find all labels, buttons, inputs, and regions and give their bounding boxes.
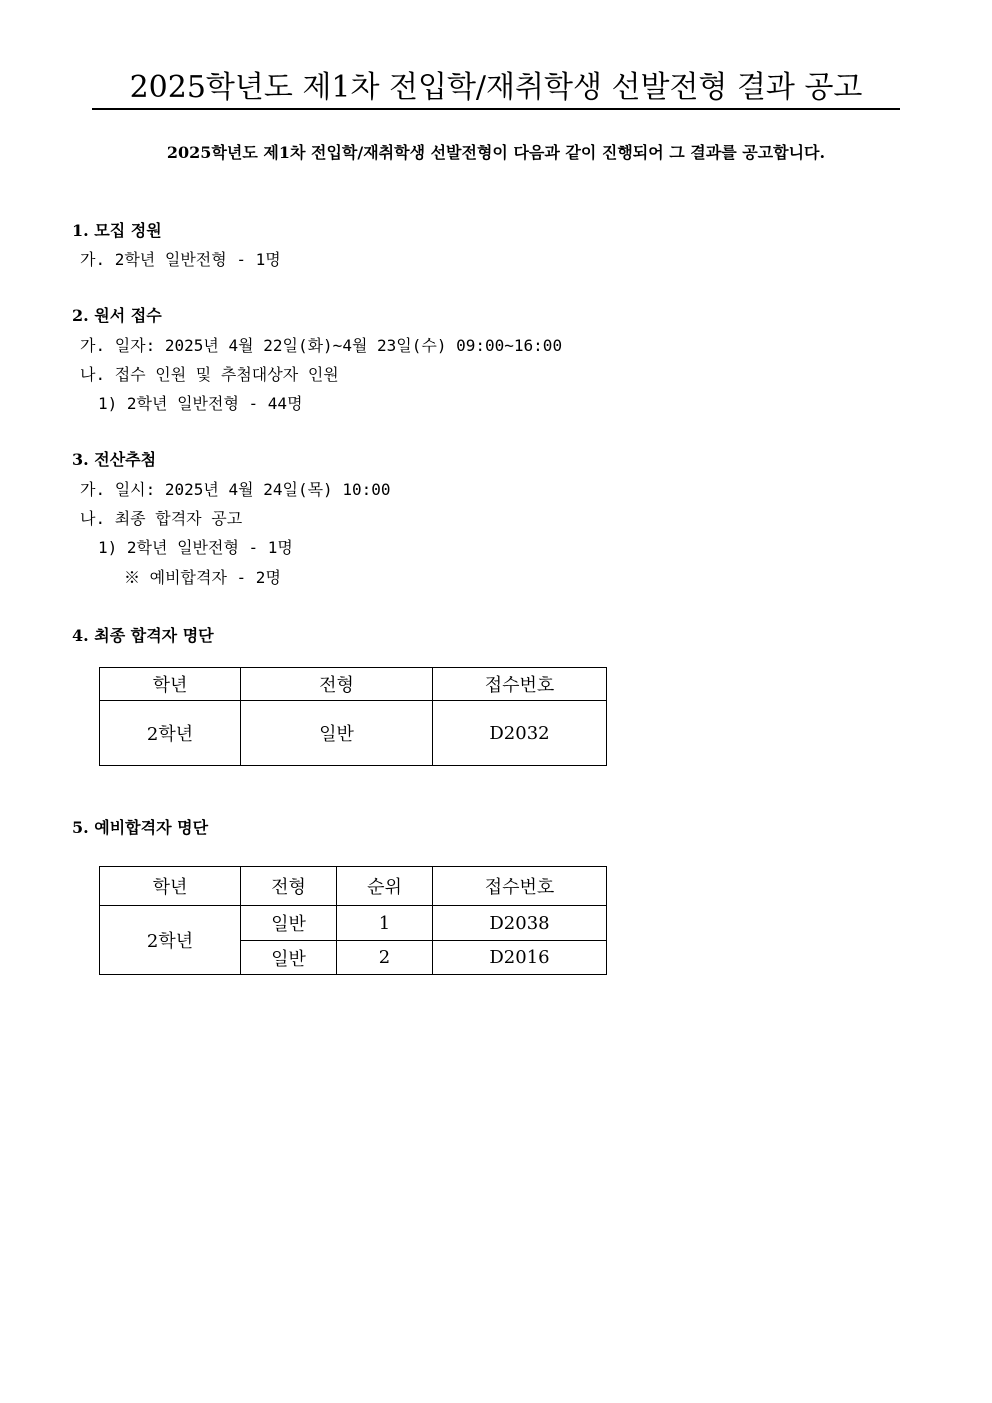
intro-text: 2025학년도 제1차 전입학/재취학생 선발전형이 다음과 같이 진행되어 그 결과를 공고합니다. [166, 143, 826, 162]
table-header-cell: 학년 [100, 668, 241, 701]
section3-item-ga: 가. 일시: 2025년 4월 24일(목) 10:00 [80, 480, 391, 499]
section5-heading: 5. 예비합격자 명단 [72, 818, 209, 837]
table-cell: D2016 [433, 941, 607, 975]
table-cell: 일반 [241, 701, 433, 766]
table-cell-grade: 2학년 [100, 906, 241, 975]
table-header-cell: 접수번호 [433, 668, 607, 701]
table-cell: D2032 [433, 701, 607, 766]
table-header-cell: 학년 [100, 867, 241, 906]
table-header-row [100, 867, 607, 906]
table-header-cell: 전형 [241, 668, 433, 701]
section3-item-na-1: 1) 2학년 일반전형 - 1명 [98, 538, 293, 557]
section3-note: ※ 예비합격자 - 2명 [124, 568, 281, 587]
table-cell: 2 [337, 941, 433, 975]
table-cell: 일반 [241, 941, 337, 975]
table-cell: D2038 [433, 906, 607, 941]
table-row [100, 701, 607, 766]
table-cell: 1 [337, 906, 433, 941]
section2-item-na-1: 1) 2학년 일반전형 - 44명 [98, 394, 303, 413]
section3-heading: 3. 전산추첨 [72, 450, 157, 469]
section2-item-na: 나. 접수 인원 및 추첨대상자 인원 [80, 365, 339, 384]
table-cell: 일반 [241, 906, 337, 941]
section2-heading: 2. 원서 접수 [72, 306, 162, 325]
section1-item-ga: 가. 2학년 일반전형 - 1명 [80, 250, 281, 269]
table-row [100, 906, 607, 941]
table-cell: 2학년 [100, 701, 241, 766]
section2-item-ga: 가. 일자: 2025년 4월 22일(화)~4월 23일(수) 09:00~16:00 [80, 336, 563, 355]
table-header-cell: 접수번호 [433, 867, 607, 906]
table-header-cell: 전형 [241, 867, 337, 906]
document-title: 2025학년도 제1차 전입학/재취학생 선발전형 결과 공고 [92, 68, 900, 110]
table-header-row [100, 668, 607, 701]
section3-item-na: 나. 최종 합격자 공고 [80, 509, 243, 528]
final-pass-table [99, 667, 607, 766]
section1-heading: 1. 모집 정원 [72, 221, 162, 240]
table-header-cell: 순위 [337, 867, 433, 906]
section4-heading: 4. 최종 합격자 명단 [72, 626, 214, 645]
reserve-pass-table [99, 866, 607, 975]
